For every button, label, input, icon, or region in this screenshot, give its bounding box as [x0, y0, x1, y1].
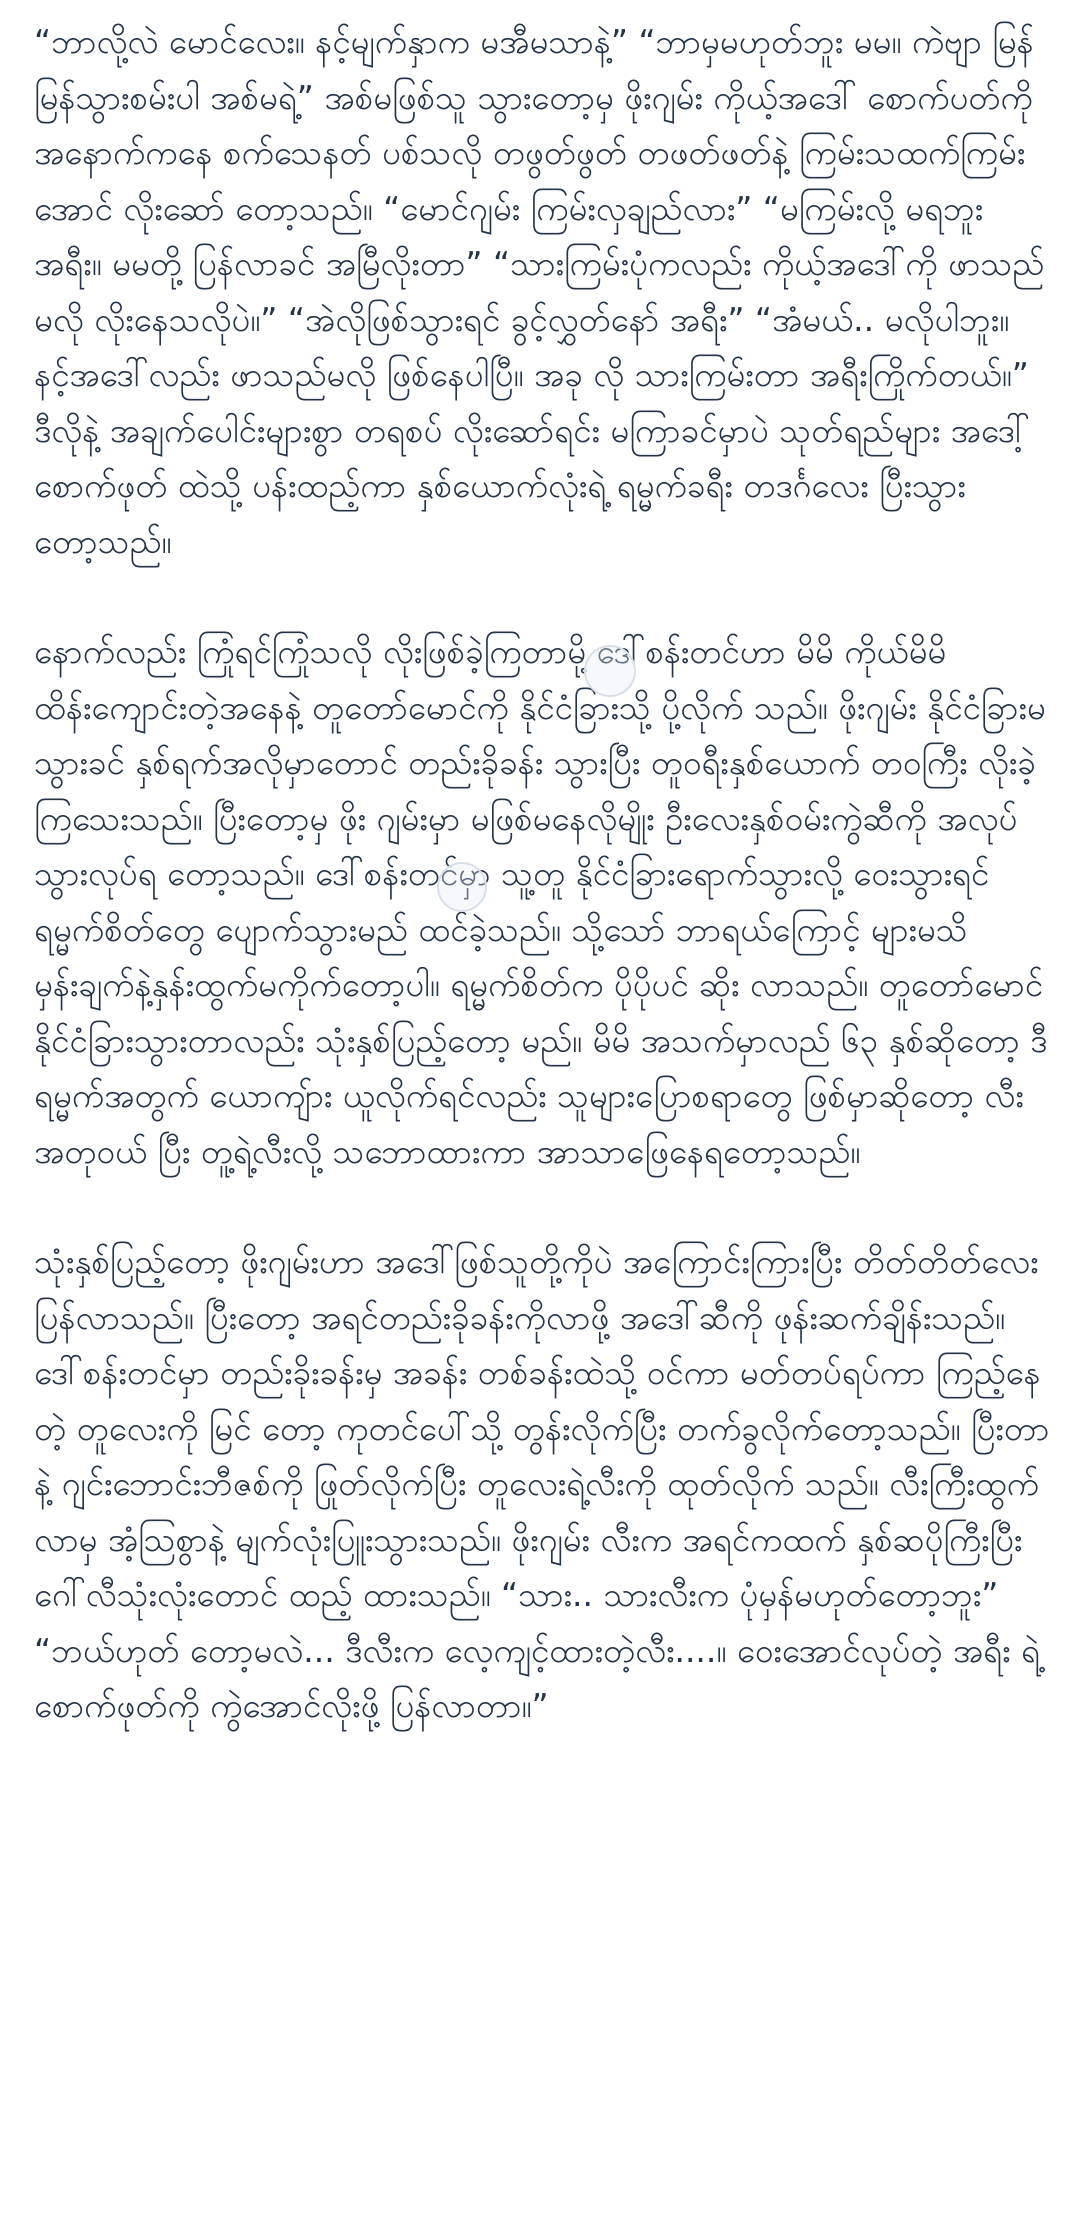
story-paragraph-1: “ဘာလို့လဲ မောင်လေး။ နင့်မျက်နှာက မအီမသာနဲ့” “ဘာမှမဟုတ်ဘူး မမ။ ကဲဗျာ မြန်မြန်သွားစမ်းပါ အစ်မရဲ့” အစ်မဖြစ်သူ သွားတော့မှ ဖိုးဂျမ်း ကိုယ့်အဒေါ် စောက်ပတ်ကို အနောက်ကနေ စက်သေနတ် ပစ်သလို တဖွတ်ဖွတ် တဖတ်ဖတ်နဲ့ ကြမ်းသထက်ကြမ်းအောင် လိုးဆော် တော့သည်။ “မောင်ဂျမ်း ကြမ်းလှချည်လား” “မကြမ်းလို့ မရဘူး အရီး။ မမတို့ ပြန်လာခင် အမြီလိုးတာ” “သားကြမ်းပုံကလည်း ကိုယ့်အဒေါ်ကို ဖာသည်မလို လိုးနေသလိုပဲ။” “အဲလိုဖြစ်သွားရင် ခွင့်လွှတ်နော် အရီး” “အံမယ်.. မလိုပါဘူး။ နင့်အဒေါ်လည်း ဖာသည်မလို ဖြစ်နေပါပြီ။ အခု လို သားကြမ်းတာ အရီးကြိုက်တယ်။” ဒီလိုနဲ့ အချက်ပေါင်းများစွာ တရစပ် လိုးဆော်ရင်း မကြာခင်မှာပဲ သုတ်ရည်များ အဒေါ့်စောက်ဖုတ် ထဲသို့ ပန်းထည့်ကာ နှစ်ယောက်လုံးရဲ့ ရမ္မက်ခရီး တဒင်္ဂလေး ပြီးသွား တော့သည်။ [34, 22, 1045, 561]
story-paragraph-2: နောက်လည်း ကြုံရင်ကြုံသလို လိုးဖြစ်ခဲ့ကြတာမို့ ဒေါ်စန်းတင်ဟာ မိမိ ကိုယ်မိမိ ထိန်းကျောင်းတဲ့အနေနဲ့ တူတော်မောင်ကို နိုင်ငံခြားသို့ ပို့လိုက် သည်။ ဖိုးဂျမ်း နိုင်ငံခြားမသွားခင် နှစ်ရက်အလိုမှာတောင် တည်းခိုခန်း သွားပြီး တူဝရီးနှစ်ယောက် တဝကြီး လိုးခဲ့ကြသေးသည်။ ပြီးတော့မှ ဖိုး ဂျမ်းမှာ မဖြစ်မနေလိုမျိုး ဦးလေးနှစ်ဝမ်းကွဲဆီကို အလုပ်သွားလုပ်ရ တော့သည်။ ဒေါ်စန်းတင်မှာ သူ့တူ နိုင်ငံခြားရောက်သွားလို့ ဝေးသွားရင် ရမ္မက်စိတ်တွေ ပျောက်သွားမည် ထင်ခဲ့သည်။ သို့သော် ဘာရယ်ကြောင့် များမသိ မှန်းချက်နဲ့နှန်းထွက်မကိုက်တော့ပါ။ ရမ္မက်စိတ်က ပိုပိုပင် ဆိုး လာသည်။ တူတော်မောင် နိုင်ငံခြားသွားတာလည်း သုံးနှစ်ပြည့်တော့ မည်။ မိမိ အသက်မှာလည် ၆၃ နှစ်ဆိုတော့ ဒီရမ္မက်အတွက် ယောကျ်ား ယူလိုက်ရင်လည်း သူများပြောစရာတွေ ဖြစ်မှာဆိုတော့ လီးအတုဝယ် ပြီး တူ့ရဲ့လီးလို့ သဘောထားကာ အာသာဖြေနေရတော့သည်။ [34, 632, 1048, 1171]
touch-ripple-indicator [584, 645, 636, 697]
story-paragraph-3: သုံးနှစ်ပြည့်တော့ ဖိုးဂျမ်းဟာ အဒေါ်ဖြစ်သူတို့ကိုပဲ အကြောင်းကြားပြီး တိတ်တိတ်လေး ပြန်လာသည်။ ပြီးတော့ အရင်တည်းခိုခန်းကိုလာဖို့ အဒေါ်ဆီကို ဖုန်းဆက်ချိန်းသည်။ ဒေါ်စန်းတင်မှာ တည်းခိုးခန်းမှ အခန်း တစ်ခန်းထဲသို့ ဝင်ကာ မတ်တပ်ရပ်ကာ ကြည့်နေတဲ့ တူလေးကို မြင် တော့ ကုတင်ပေါ်သို့ တွန်းလိုက်ပြီး တက်ခွလိုက်တော့သည်။ ပြီးတာနဲ့ ဂျင်းဘောင်းဘီဇစ်ကို ဖြုတ်လိုက်ပြီး တူလေးရဲ့လီးကို ထုတ်လိုက် သည်။ လီးကြီးထွက်လာမှ အံ့သြစွာနဲ့ မျက်လုံးပြူးသွားသည်။ ဖိုးဂျမ်း လီးက အရင်ကထက် နှစ်ဆပိုကြီးပြီး ဂေါ်လီသုံးလုံးတောင် ထည့် ထားသည်။ “သား.. သားလီးက ပုံမှန်မဟုတ်တော့ဘူး” “ဘယ်ဟုတ် တော့မလဲ... ဒီလီးက လေ့ကျင့်ထားတဲ့လီး....။ ဝေးအောင်လုပ်တဲ့ အရီး ရဲ့ စောက်ဖုတ်ကို ကွဲအောင်လိုးဖို့ ပြန်လာတာ။” [34, 1242, 1050, 1725]
story-article [34, 14, 1052, 1734]
touch-ripple-indicator [437, 862, 487, 912]
